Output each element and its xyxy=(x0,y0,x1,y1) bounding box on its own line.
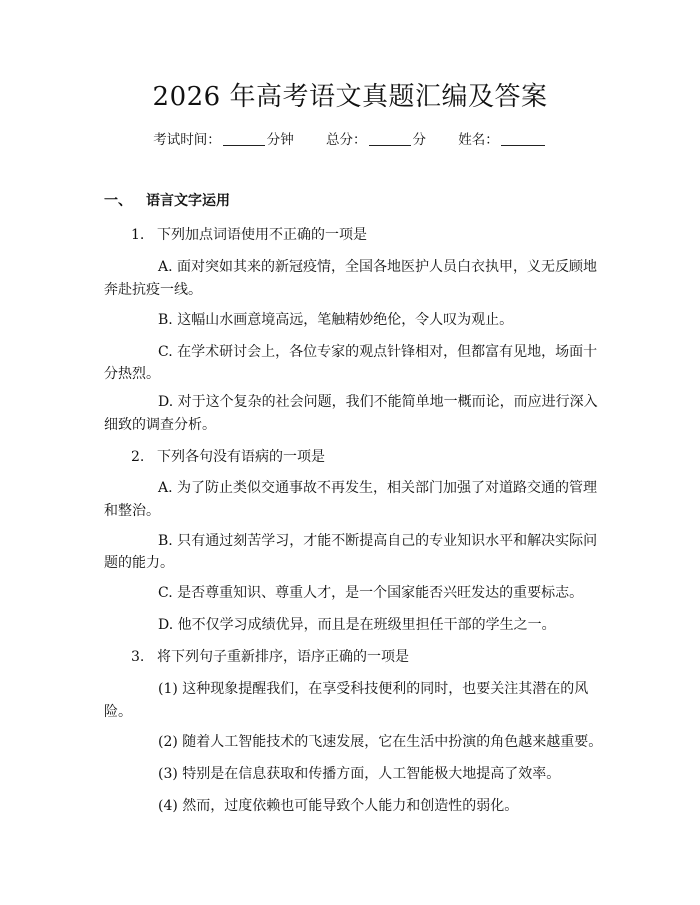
score-blank xyxy=(369,133,411,146)
question-text: 将下列句子重新排序，语序正确的一项是 xyxy=(157,649,409,665)
q2-option-c: C. 是否尊重知识、尊重人才，是一个国家能否兴旺发达的重要标志。 xyxy=(158,585,584,601)
q1-option-c-line1: C. 在学术研讨会上，各位专家的观点针锋相对，但都富有见地，场面十 xyxy=(158,344,598,360)
q1-option-a-line2: 奔赴抗疫一线。 xyxy=(104,282,202,298)
question-text: 下列各句没有语病的一项是 xyxy=(157,449,325,465)
question-3-stem xyxy=(131,646,409,666)
q3-sentence-2: (2) 随着人工智能技术的飞速发展，它在生活中扮演的角色越来越重要。 xyxy=(158,734,603,750)
question-1-stem xyxy=(131,224,367,244)
student-name xyxy=(458,132,547,148)
q1-option-c-line2: 分热烈。 xyxy=(104,366,160,382)
q3-sentence-3: (3) 特别是在信息获取和传播方面，人工智能极大地提高了效率。 xyxy=(158,766,561,782)
page-title: 2026 年高考语文真题汇编及答案 xyxy=(152,82,548,112)
question-text: 下列加点词语使用不正确的一项是 xyxy=(157,227,367,243)
time-label: 考试时间： xyxy=(153,132,221,148)
q3-sentence-1-line2: 险。 xyxy=(104,704,132,720)
q1-option-b: B. 这幅山水画意境高远，笔触精妙绝伦，令人叹为观止。 xyxy=(158,312,514,328)
exam-time xyxy=(153,132,298,148)
question-2-stem xyxy=(131,446,325,466)
q2-option-b-line2: 题的能力。 xyxy=(104,555,174,571)
q1-option-d-line2: 细致的调查分析。 xyxy=(104,417,216,433)
time-unit: 分钟 xyxy=(266,132,294,148)
q2-option-a-line2: 和整治。 xyxy=(104,503,160,519)
question-number: 2. xyxy=(131,449,145,465)
total-score xyxy=(326,132,430,148)
section-heading xyxy=(104,190,230,210)
exam-info-line xyxy=(0,128,700,148)
q2-option-d: D. 他不仅学习成绩优异，而且是在班级里担任干部的学生之一。 xyxy=(158,617,556,633)
question-number: 3. xyxy=(131,649,145,665)
q2-option-b-line1: B. 只有通过刻苦学习，才能不断提高自己的专业知识水平和解决实际问 xyxy=(158,533,598,549)
name-blank xyxy=(501,133,545,146)
name-label: 姓名： xyxy=(458,132,499,148)
score-unit: 分 xyxy=(412,132,426,148)
section-number: 一、 xyxy=(104,193,132,209)
q2-option-a-line1: A. 为了防止类似交通事故不再发生，相关部门加强了对道路交通的管理 xyxy=(158,480,598,496)
q1-option-d-line1: D. 对于这个复杂的社会问题，我们不能简单地一概而论，而应进行深入 xyxy=(158,394,598,410)
section-title: 语言文字运用 xyxy=(146,193,230,209)
q1-option-a-line1: A. 面对突如其来的新冠疫情，全国各地医护人员白衣执甲，义无反顾地 xyxy=(158,259,598,275)
score-label: 总分： xyxy=(326,132,367,148)
question-number: 1. xyxy=(131,227,145,243)
q3-sentence-4: (4) 然而，过度依赖也可能导致个人能力和创造性的弱化。 xyxy=(158,798,519,814)
time-blank xyxy=(223,133,265,146)
q3-sentence-1-line1: (1) 这种现象提醒我们，在享受科技便利的同时，也要关注其潜在的风 xyxy=(158,681,589,697)
